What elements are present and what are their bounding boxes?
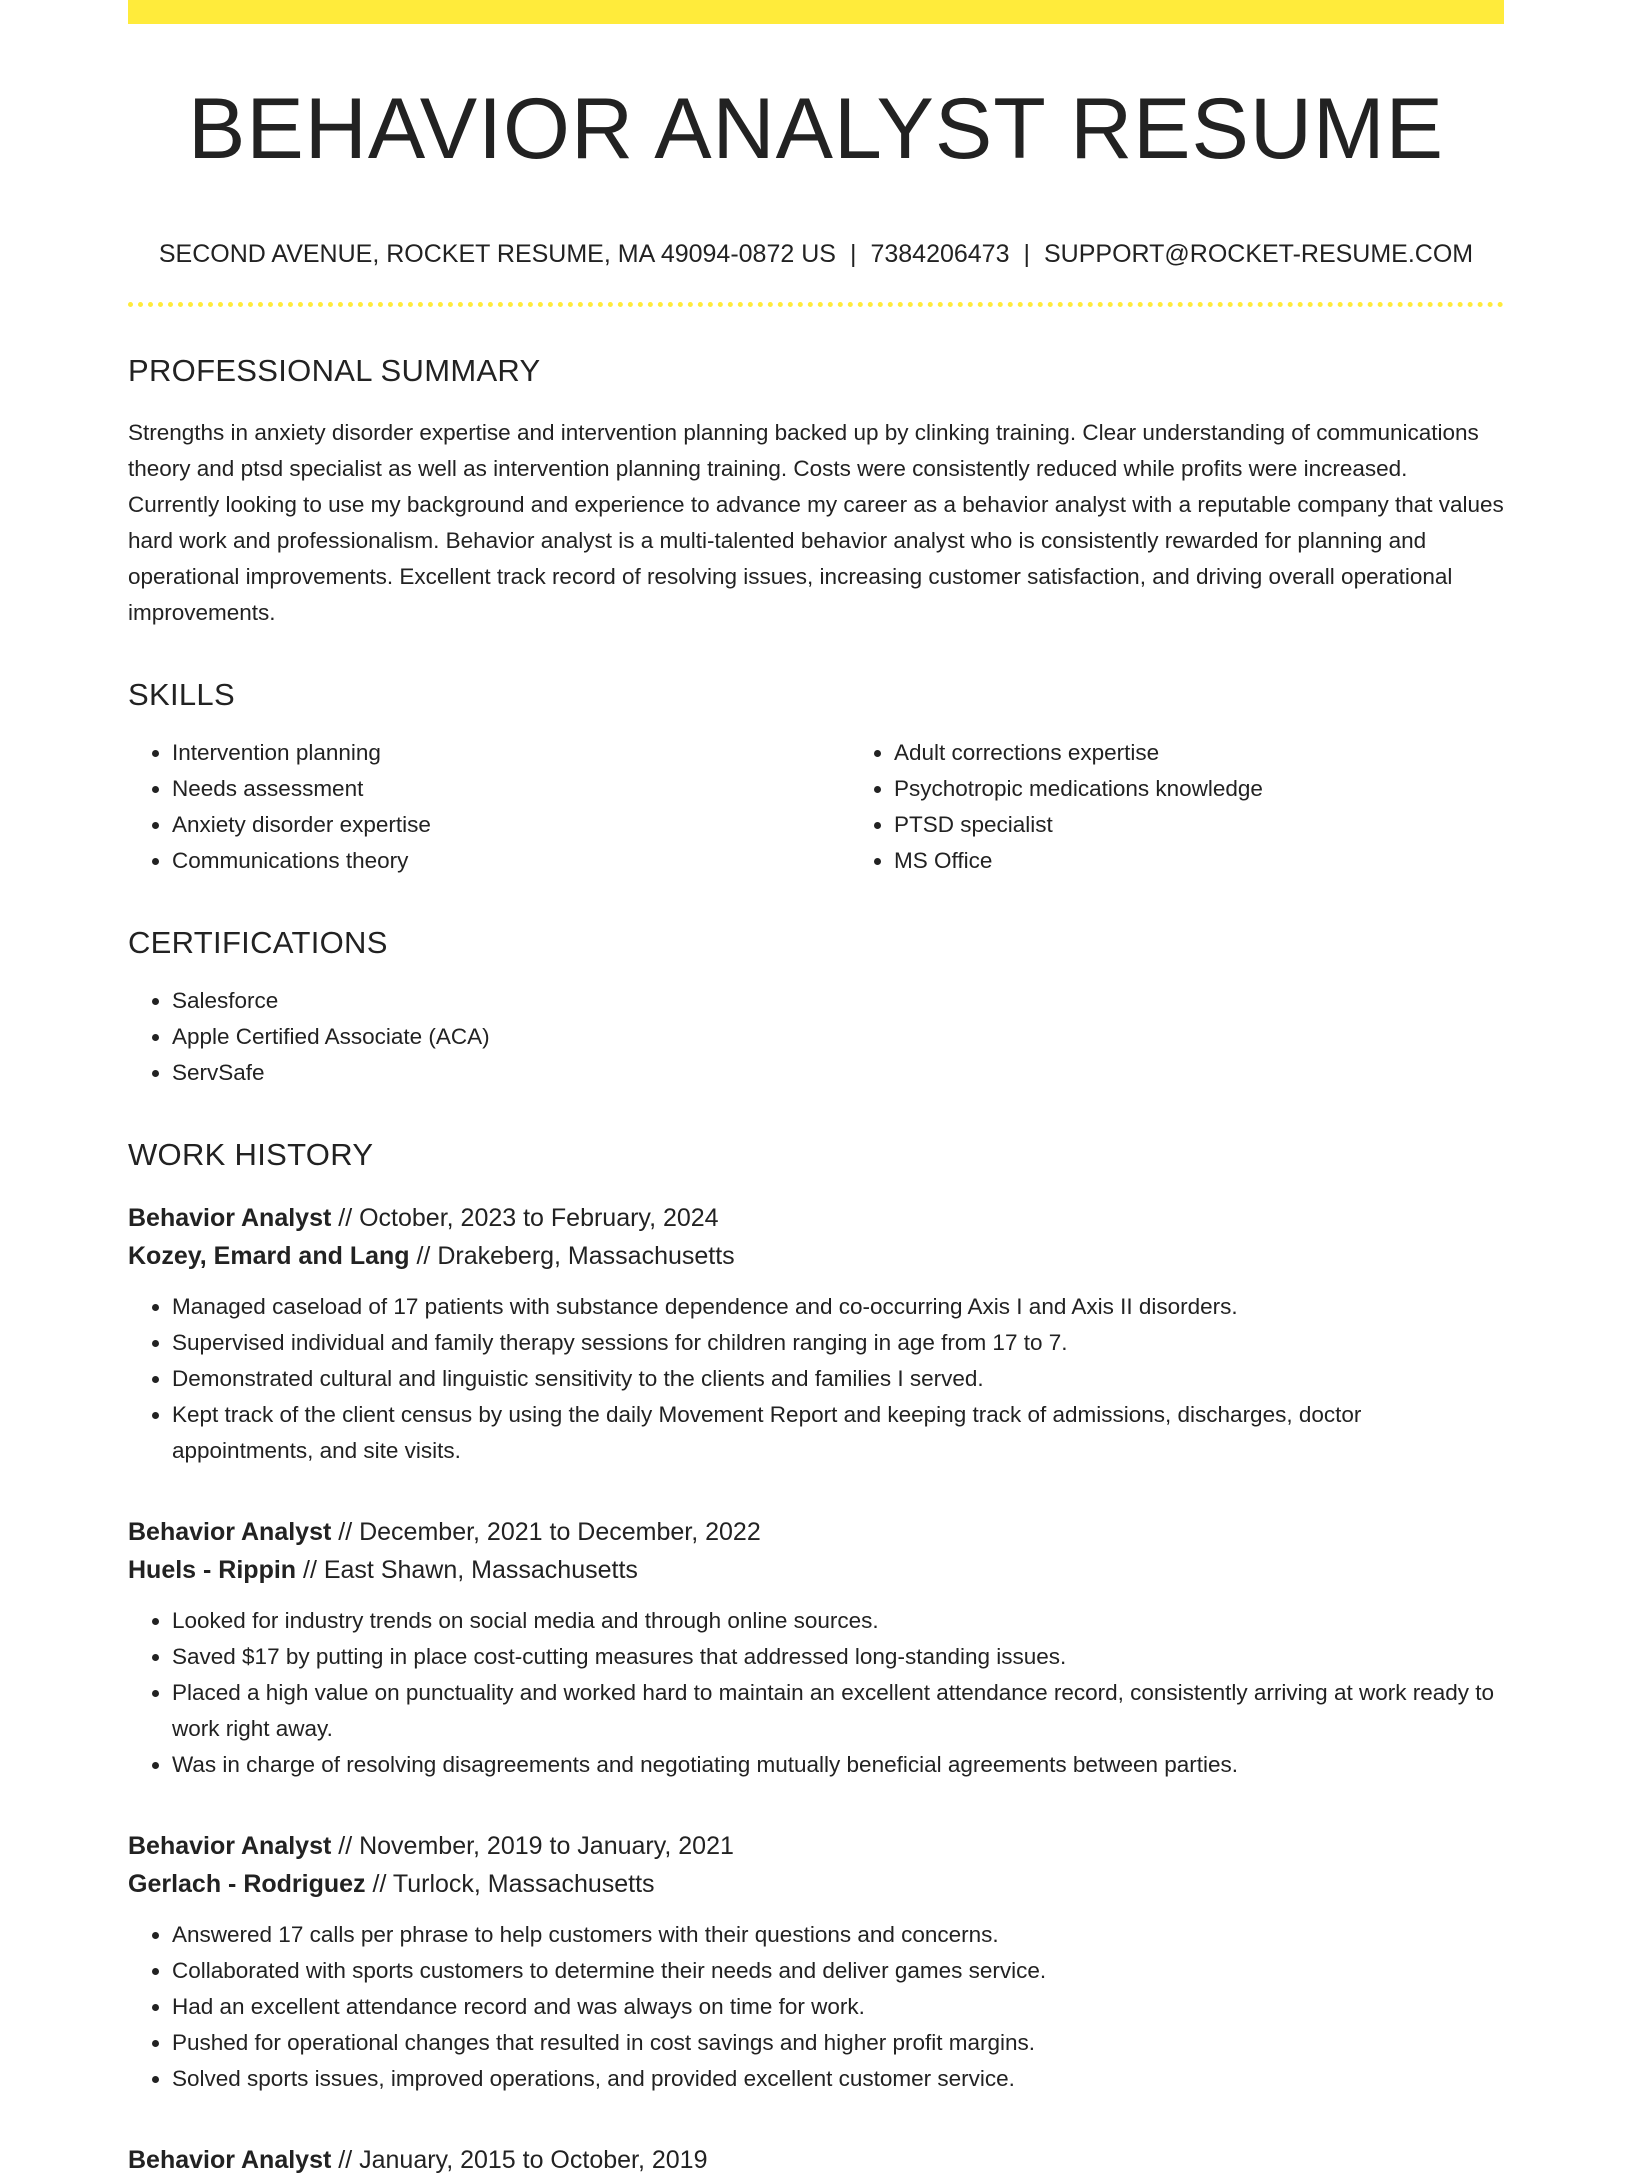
job-duty-item: • Saved $17 by putting in place cost-cutting measures that addressed long-standing issues. xyxy=(172,1639,1504,1675)
contact-separator: | xyxy=(849,240,857,269)
job-duties xyxy=(128,1917,1504,2097)
job-duty-item: • Answered 17 calls per phrase to help customers with their questions and concerns. xyxy=(172,1917,1504,1953)
accent-top-bar xyxy=(128,0,1504,24)
section-title-certifications: CERTIFICATIONS xyxy=(128,925,388,961)
job-role: Behavior Analyst xyxy=(128,1204,332,1233)
job-role: Behavior Analyst xyxy=(128,1518,332,1547)
job-dates: // November, 2019 to January, 2021 xyxy=(338,1832,734,1861)
job-dates: // December, 2021 to December, 2022 xyxy=(338,1518,761,1547)
resume-title: BEHAVIOR ANALYST RESUME xyxy=(187,81,1445,177)
job-role-line xyxy=(128,2141,1504,2179)
job-location: // Turlock, Massachusetts xyxy=(372,1870,655,1899)
contact-separator: | xyxy=(1023,240,1030,269)
job-duty-item: • Pushed for operational changes that resulted in cost savings and higher profit margins. xyxy=(172,2025,1504,2061)
job-location: // Drakeberg, Massachusetts xyxy=(416,1242,735,1271)
job-role-line xyxy=(128,1513,1504,1551)
job-company-line xyxy=(128,1865,1504,1903)
job-location: // East Shawn, Massachusetts xyxy=(303,1556,638,1585)
contact-address: SECOND AVENUE, ROCKET RESUME, MA 49094-0872 US xyxy=(158,240,836,269)
skill-item: • Psychotropic medications knowledge xyxy=(894,771,1572,807)
resume-page xyxy=(128,0,1504,2179)
job-role: Behavior Analyst xyxy=(128,2146,332,2175)
job-company: Gerlach - Rodriguez xyxy=(128,1870,366,1899)
job-company-line xyxy=(128,1237,1504,1275)
job-duty-item: • Was in charge of resolving disagreements and negotiating mutually beneficial agreements between parties. xyxy=(172,1747,1504,1783)
contact-line xyxy=(128,238,1504,270)
job-duty-item: • Had an excellent attendance record and was always on time for work. xyxy=(172,1989,1504,2025)
job-entry xyxy=(128,2141,1504,2179)
skill-item: • Needs assessment xyxy=(172,771,850,807)
skill-item: • Communications theory xyxy=(172,843,850,879)
section-title-skills: SKILLS xyxy=(128,677,235,713)
summary-text: Strengths in anxiety disorder expertise and intervention planning backed up by clinking training. Clear understanding of communications theory and ptsd specialist as well as intervention planning training. Costs were consistently reduced while profits were increased. Currently looking to use my background and experience to advance my career as a behavior analyst with a reputable company that values hard work and professionalism. Behavior analyst is a multi-talented behavior analyst who is consistently rewarded for planning and operational improvements. Excellent track record of resolving issues, increasing customer satisfaction, and driving overall operational improvements. xyxy=(128,420,1504,626)
job-duty-item: • Looked for industry trends on social media and through online sources. xyxy=(172,1603,1504,1639)
job-company-line xyxy=(128,1551,1504,1589)
job-role-line xyxy=(128,1199,1504,1237)
job-entry xyxy=(128,1199,1504,1469)
skill-item: • MS Office xyxy=(894,843,1572,879)
job-dates: // January, 2015 to October, 2019 xyxy=(338,2146,708,2175)
section-title-work-history: WORK HISTORY xyxy=(128,1137,374,1173)
job-role: Behavior Analyst xyxy=(128,1832,332,1861)
dotted-divider xyxy=(128,302,1504,307)
certification-item: • ServSafe xyxy=(172,1055,1504,1091)
skills-column-right xyxy=(850,735,1572,879)
skill-item: • Adult corrections expertise xyxy=(894,735,1572,771)
job-duty-item: • Placed a high value on punctuality and worked hard to maintain an excellent attendance record, consistently arriving at work ready to work right away. xyxy=(172,1675,1504,1747)
job-duty-item: • Managed caseload of 17 patients with substance dependence and co-occurring Axis I and Axis II disorders. xyxy=(172,1289,1504,1325)
certification-item: • Apple Certified Associate (ACA) xyxy=(172,1019,1504,1055)
skill-item: • Anxiety disorder expertise xyxy=(172,807,850,843)
skill-item: • Intervention planning xyxy=(172,735,850,771)
skills-list xyxy=(128,735,1504,879)
job-company: Huels - Rippin xyxy=(128,1556,297,1585)
job-duty-item: • Supervised individual and family therapy sessions for children ranging in age from 17 to 7. xyxy=(172,1325,1504,1361)
job-entry xyxy=(128,1827,1504,2097)
job-duties xyxy=(128,1603,1504,1783)
job-dates: // October, 2023 to February, 2024 xyxy=(338,1204,719,1233)
job-duties xyxy=(128,1289,1504,1469)
certifications-list xyxy=(128,983,1504,1091)
job-duty-item: • Solved sports issues, improved operations, and provided excellent customer service. xyxy=(172,2061,1504,2097)
contact-phone: 7384206473 xyxy=(870,240,1010,269)
contact-email: SUPPORT@ROCKET-RESUME.COM xyxy=(1044,240,1474,269)
job-duty-item: • Demonstrated cultural and linguistic sensitivity to the clients and families I served. xyxy=(172,1361,1504,1397)
job-company: Kozey, Emard and Lang xyxy=(128,1242,410,1271)
section-title-summary: PROFESSIONAL SUMMARY xyxy=(128,353,541,389)
certification-item: • Salesforce xyxy=(172,983,1504,1019)
skill-item: • PTSD specialist xyxy=(894,807,1572,843)
skills-column-left xyxy=(128,735,850,879)
job-duty-item: • Kept track of the client census by using the daily Movement Report and keeping track of admissions, discharges, doctor appointments, and site visits. xyxy=(172,1397,1504,1469)
job-role-line xyxy=(128,1827,1504,1865)
job-entry xyxy=(128,1513,1504,1783)
job-duty-item: • Collaborated with sports customers to determine their needs and deliver games service. xyxy=(172,1953,1504,1989)
